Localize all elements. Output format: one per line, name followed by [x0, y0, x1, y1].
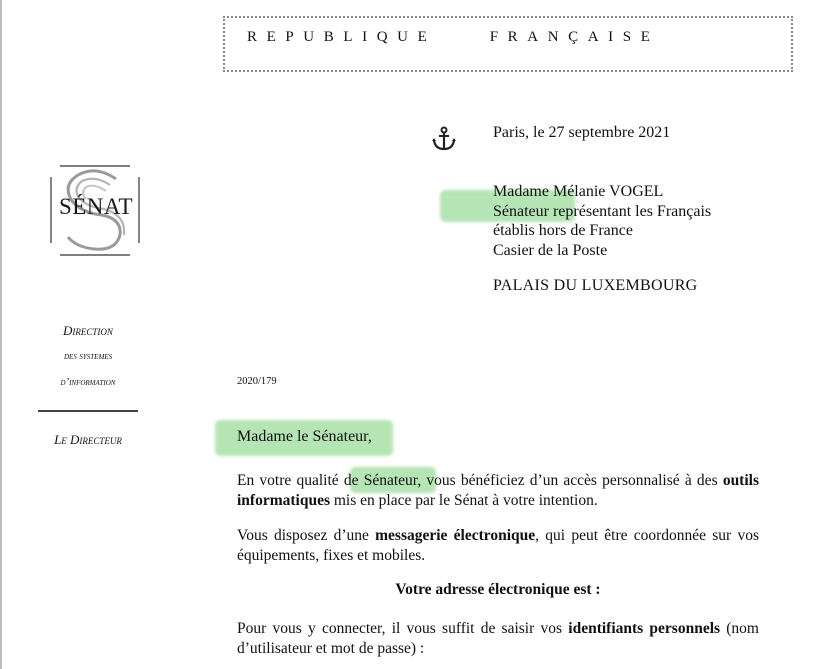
addressee-mailbox: Casier de la Poste — [493, 241, 608, 259]
addressee-location: PALAIS DU LUXEMBOURG — [493, 277, 698, 294]
paragraph-2-text-a: Vous disposez d’une — [237, 527, 376, 544]
addressee-block — [493, 182, 711, 260]
paragraph-2-bold: messagerie électronique — [375, 527, 536, 544]
department-line-2: des systemes — [63, 351, 113, 362]
paragraph-2 — [237, 526, 759, 566]
sender-department — [28, 318, 148, 396]
paragraph-1-text-b: mis en place par le Sénat à votre intention. — [330, 492, 598, 509]
anchor-icon — [431, 126, 457, 152]
paragraph-3-text-a: Pour vous y connecter, il vous suffit de saisir vos — [237, 620, 569, 637]
senat-logo-text: SÉNAT — [58, 194, 134, 219]
email-heading: Votre adresse électronique est : — [395, 581, 601, 598]
paragraph-3-text-b: (nom d’utilisateur et mot de passe) : — [237, 620, 759, 657]
salutation: Madame le Sénateur, — [237, 428, 372, 445]
header-title: REPUBLIQUE FRANÇAISE — [247, 29, 660, 45]
addressee-title-cont: établis hors de France — [493, 222, 633, 239]
header-box — [223, 16, 793, 72]
addressee-name: Madame Mélanie VOGEL — [493, 183, 664, 200]
sender-title: Le Directeur — [54, 432, 122, 447]
paragraph-2-text-b: , qui peut être coordonnée sur vos équipements, fixes et mobiles. — [237, 527, 759, 564]
paragraph-3 — [237, 619, 759, 659]
addressee-title: Sénateur représentant les Français — [493, 202, 712, 220]
page-edge — [0, 0, 2, 669]
department-line-3: d’information — [60, 377, 116, 388]
letter-date: Paris, le 27 septembre 2021 — [493, 124, 671, 141]
paragraph-1 — [237, 471, 759, 511]
department-line-1: Direction — [63, 323, 113, 338]
department-divider — [38, 410, 138, 412]
letter-reference: 2020/179 — [237, 376, 277, 387]
paragraph-1-bold: outils informatiques — [237, 472, 759, 509]
paragraph-1-text-a: En votre qualité de Sénateur, vous bénéficiez d’un accès personnalisé à des — [237, 472, 723, 489]
paragraph-3-bold: identifiants personnels — [568, 620, 721, 637]
